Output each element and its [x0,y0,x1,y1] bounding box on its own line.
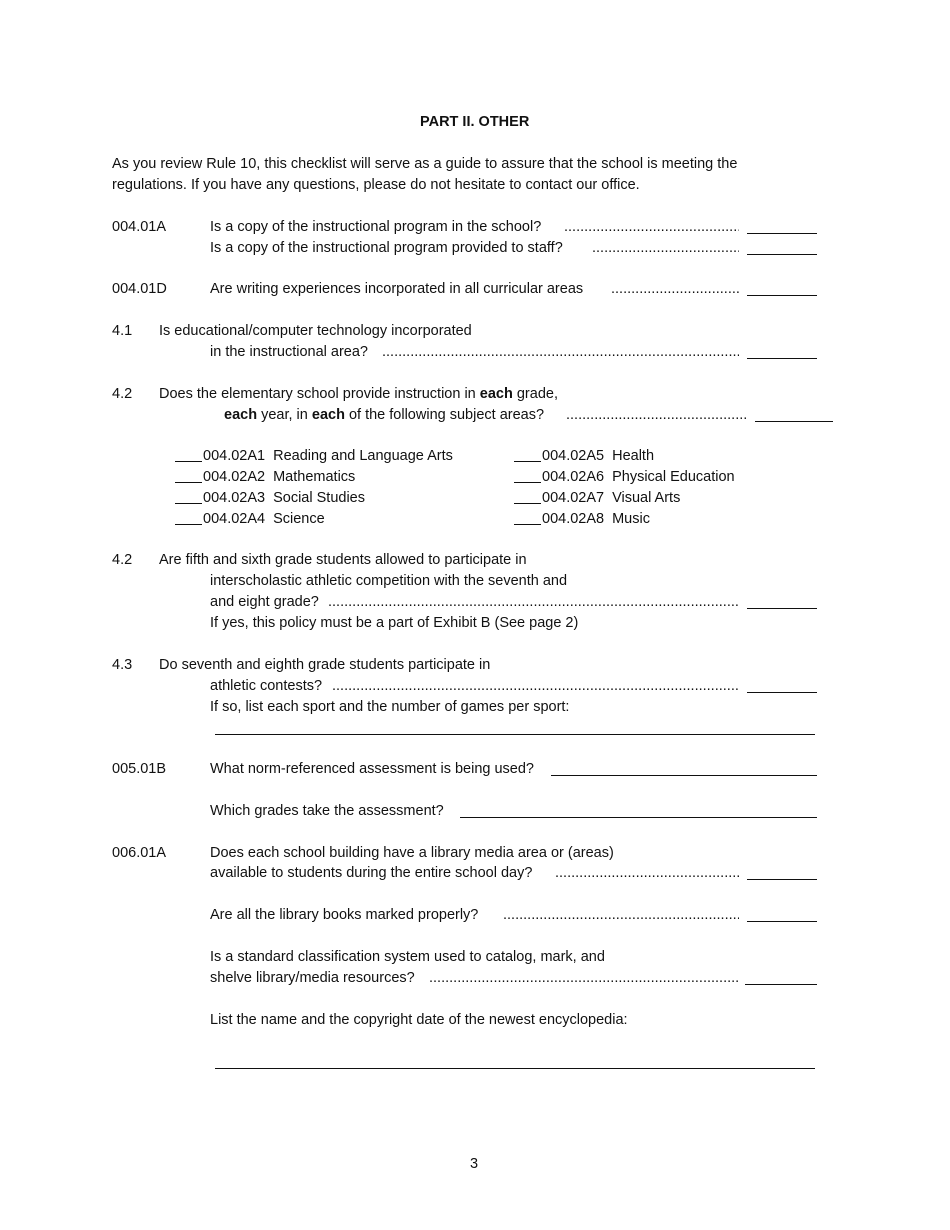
item-code-4-1: 4.1 [112,323,133,339]
answer-blank-writing-experiences[interactable] [747,295,817,296]
intro-line-1: As you review Rule 10, this checklist will serve as a guide to assure that the school is meeting the [112,156,738,172]
page-number: 3 [470,1156,479,1172]
question-seventh-eighth-line-1: Do seventh and eighth grade students participate in [159,657,491,673]
answer-blank-copy-to-staff[interactable] [747,254,817,255]
question-fifth-sixth-line-1: Are fifth and sixth grade students allowed to participate in [159,552,527,568]
answer-blank-classification[interactable] [745,984,817,985]
item-code-005-01B: 005.01B [112,761,167,777]
leader-dots [429,968,739,988]
answer-blank-technology[interactable] [747,358,817,359]
encyclopedia-field[interactable] [215,1068,815,1069]
question-copy-to-staff: Is a copy of the instructional program provided to staff? [210,240,563,256]
subject-item[interactable]: 004.02A6 Physical Education [514,467,735,487]
item-code-004-01D: 004.01D [112,281,167,297]
item-code-4-2-athletics: 4.2 [112,552,133,568]
page-title: PART II. OTHER [420,114,530,130]
note-exhibit-b: If yes, this policy must be a part of Exhibit B (See page 2) [210,615,579,631]
leader-dots [611,279,739,299]
leader-dots [555,863,739,883]
item-code-004-01A: 004.01A [112,219,167,235]
instruction-newest-encyclopedia: List the name and the copyright date of the newest encyclopedia: [210,1012,628,1028]
leader-dots [503,905,739,925]
leader-dots [328,592,739,612]
answer-blank-library-media[interactable] [747,879,817,880]
question-elementary-line-2: each year, in each of the following subject areas? [224,407,545,423]
item-code-4-2: 4.2 [112,386,133,402]
subject-item[interactable]: 004.02A7 Visual Arts [514,488,680,508]
subject-item[interactable]: 004.02A3 Social Studies [175,488,365,508]
question-library-line-2: available to students during the entire school day? [210,865,533,881]
leader-dots [592,238,739,258]
question-grades-assessment: Which grades take the assessment? [210,803,444,819]
answer-blank-books-marked[interactable] [747,921,817,922]
question-classification-line-2: shelve library/media resources? [210,970,415,986]
question-fifth-sixth-line-2: interscholastic athletic competition with the seventh and [210,573,568,589]
answer-blank-seventh-eighth[interactable] [747,692,817,693]
assessment-grades-field[interactable] [460,817,817,818]
leader-dots [332,676,739,696]
answer-blank-elementary-subjects[interactable] [755,421,833,422]
question-writing-experiences: Are writing experiences incorporated in all curricular areas [210,281,584,297]
instruction-list-sports: If so, list each sport and the number of games per sport: [210,699,570,715]
question-technology-line-2: in the instructional area? [210,344,368,360]
question-technology-line-1: Is educational/computer technology incorporated [159,323,472,339]
leader-dots [566,405,746,425]
sports-list-field[interactable] [215,734,815,735]
question-norm-referenced: What norm-referenced assessment is being used? [210,761,534,777]
question-copy-in-school: Is a copy of the instructional program in the school? [210,219,542,235]
subject-item[interactable]: 004.02A8 Music [514,509,650,529]
question-books-marked: Are all the library books marked properly? [210,907,479,923]
question-library-line-1: Does each school building have a library media area or (areas) [210,845,614,861]
subject-item[interactable]: 004.02A2 Mathematics [175,467,355,487]
question-fifth-sixth-line-3: and eight grade? [210,594,319,610]
question-seventh-eighth-line-2: athletic contests? [210,678,323,694]
question-classification-line-1: Is a standard classification system used to catalog, mark, and [210,949,605,965]
question-elementary-line-1: Does the elementary school provide instruction in each grade, [159,386,558,402]
leader-dots [564,217,739,237]
subject-item[interactable]: 004.02A1 Reading and Language Arts [175,446,453,466]
intro-line-2: regulations. If you have any questions, please do not hesitate to contact our office. [112,177,640,193]
answer-blank-fifth-sixth[interactable] [747,608,817,609]
assessment-name-field[interactable] [551,775,817,776]
subject-item[interactable]: 004.02A4 Science [175,509,325,529]
subject-item[interactable]: 004.02A5 Health [514,446,654,466]
item-code-006-01A: 006.01A [112,845,167,861]
answer-blank-copy-in-school[interactable] [747,233,817,234]
item-code-4-3: 4.3 [112,657,133,673]
leader-dots [382,342,739,362]
